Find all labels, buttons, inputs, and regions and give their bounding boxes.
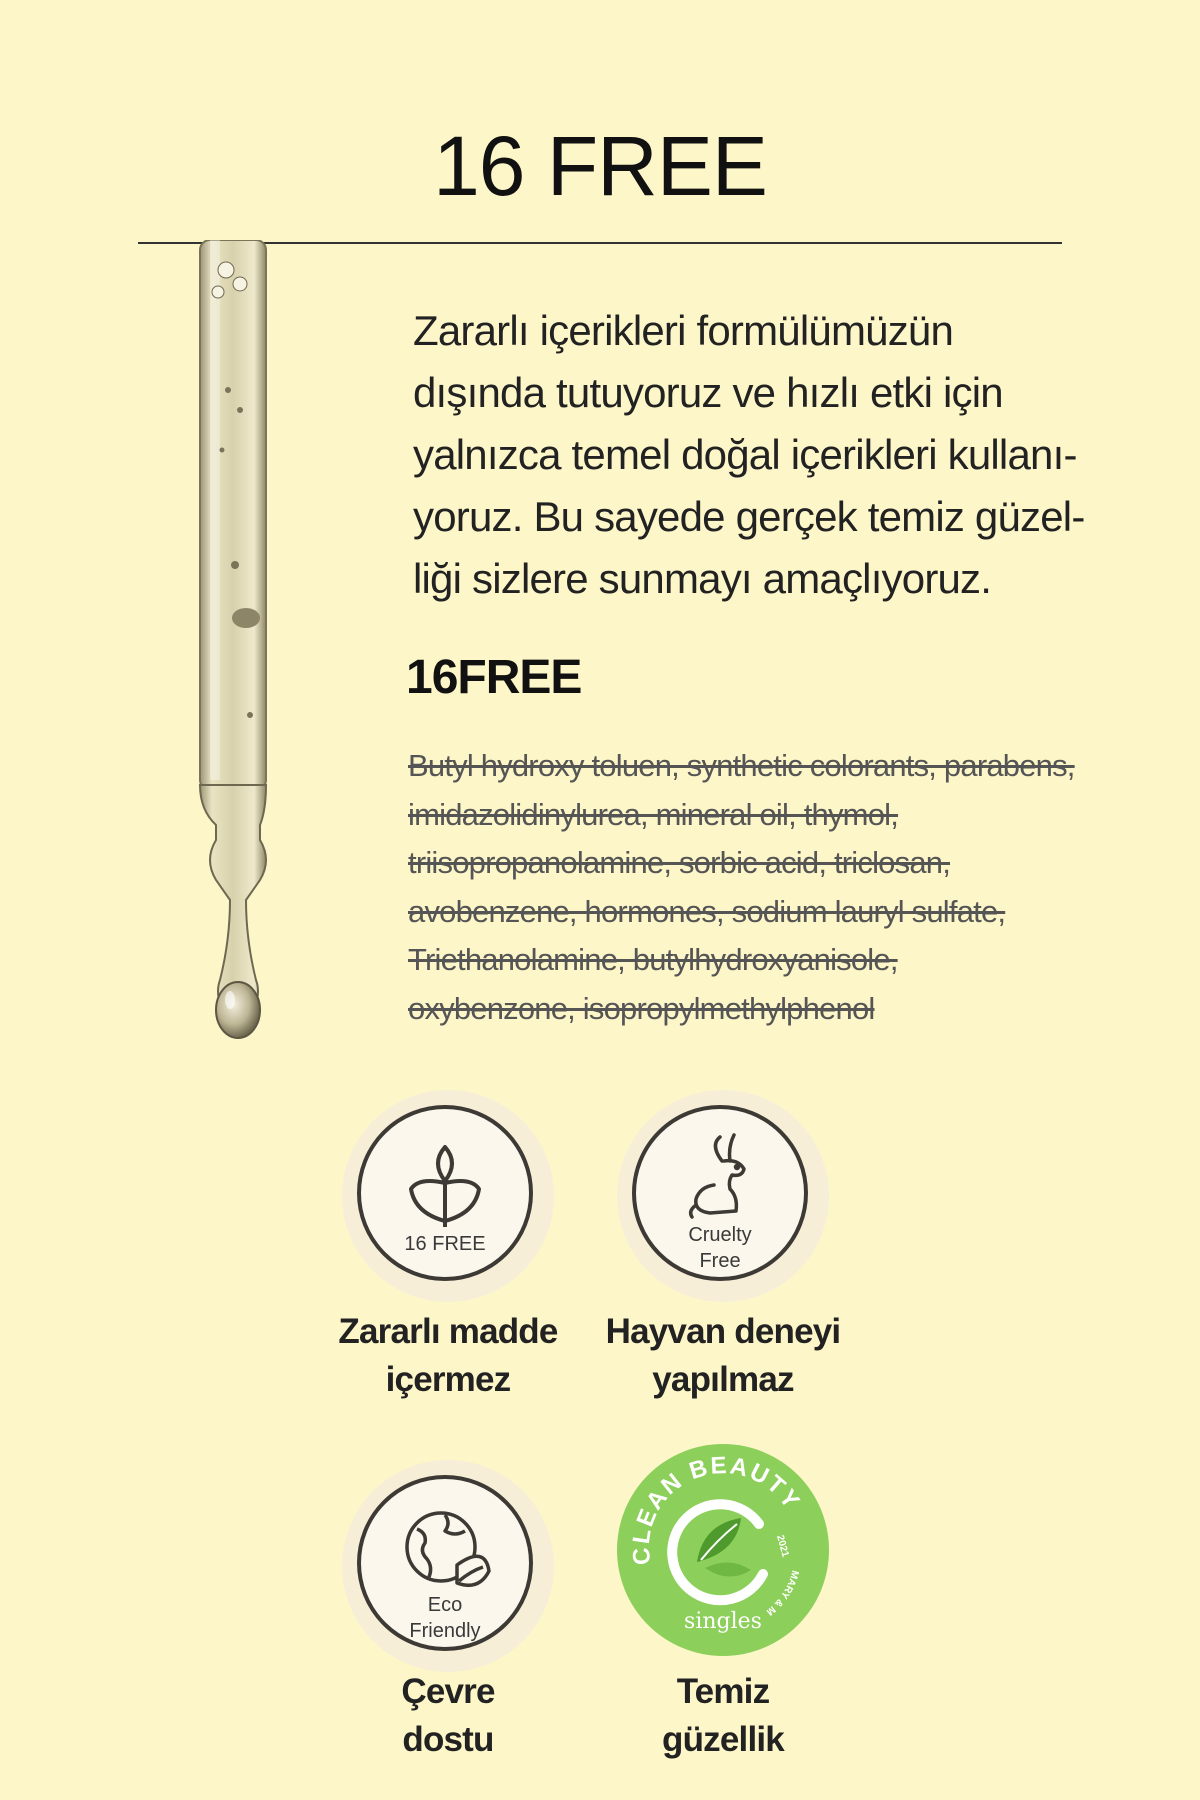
intro-line: liği sizlere sunmayı amaçlıyoruz. bbox=[413, 555, 992, 602]
ingredient-line: triisopropanolamine, sorbic acid, triclosan, bbox=[408, 845, 951, 880]
intro-line: dışında tutuyoruz ve hızlı etki için bbox=[413, 369, 1003, 416]
globe-leaf-icon bbox=[397, 1505, 493, 1593]
free-heading: 16FREE bbox=[406, 651, 582, 704]
ingredient-line: avobenzene, hormones, sodium lauryl sulfate, bbox=[408, 893, 1006, 929]
caption-eco-friendly bbox=[298, 1668, 598, 1764]
ingredient-line: Butyl hydroxy toluen, synthetic colorants, parabens, bbox=[408, 748, 1075, 783]
badge-label-line: Free bbox=[699, 1250, 741, 1272]
seal-title: CLEAN BEAUTY bbox=[627, 1452, 806, 1567]
badge-eco-friendly bbox=[342, 1460, 554, 1672]
intro-line: Zararlı içerikleri formülümüzün bbox=[413, 307, 954, 354]
badge-clean-beauty bbox=[617, 1444, 829, 1656]
badge-label-line: Friendly bbox=[409, 1620, 481, 1642]
caption-cruelty-free bbox=[573, 1308, 873, 1404]
badge-label-line: Eco bbox=[427, 1594, 463, 1616]
badge-ring bbox=[632, 1105, 808, 1281]
caption-line: dostu bbox=[402, 1720, 494, 1759]
intro-line: yalnızca temel doğal içerikleri kullanı- bbox=[413, 431, 1077, 478]
badge-label: 16 FREE bbox=[404, 1233, 486, 1255]
seal-brand: MARY & M bbox=[763, 1569, 801, 1618]
badge-label-line: Cruelty bbox=[688, 1224, 752, 1246]
caption-line: içermez bbox=[385, 1360, 511, 1399]
caption-clean-beauty bbox=[573, 1668, 873, 1764]
intro-paragraph bbox=[413, 300, 1133, 610]
badge-cruelty-free bbox=[617, 1090, 829, 1302]
caption-line: Çevre bbox=[401, 1672, 495, 1711]
intro-line: yoruz. Bu sayede gerçek temiz güzel- bbox=[413, 493, 1085, 540]
ingredient-line: Triethanolamine, butylhydroxyanisole, bbox=[408, 942, 898, 977]
caption-line: güzellik bbox=[662, 1720, 784, 1759]
ingredient-line: imidazolidinylurea, mineral oil, thymol, bbox=[408, 796, 899, 832]
badge-ring bbox=[357, 1475, 533, 1651]
caption-harmful-free bbox=[298, 1308, 598, 1404]
leaf-icon bbox=[405, 1143, 485, 1231]
badge-label bbox=[636, 1222, 804, 1274]
badge-16-free bbox=[342, 1090, 554, 1302]
ingredient-line: oxybenzone, isopropylmethylphenol bbox=[408, 990, 875, 1026]
caption-line: Zararlı madde bbox=[338, 1312, 558, 1351]
seal-year: 2021 bbox=[774, 1533, 791, 1559]
excluded-ingredients-list bbox=[408, 742, 1188, 1033]
caption-line: yapılmaz bbox=[652, 1360, 794, 1399]
dropper-illustration bbox=[180, 240, 320, 1040]
caption-line: Hayvan deneyi bbox=[605, 1312, 841, 1351]
caption-line: Temiz bbox=[676, 1672, 770, 1711]
badge-label bbox=[361, 1592, 529, 1644]
clean-beauty-seal bbox=[617, 1444, 829, 1656]
page-title: 16 FREE bbox=[433, 119, 767, 213]
rabbit-icon bbox=[680, 1131, 760, 1227]
seal-source: singles bbox=[684, 1609, 762, 1634]
badge-ring bbox=[357, 1105, 533, 1281]
